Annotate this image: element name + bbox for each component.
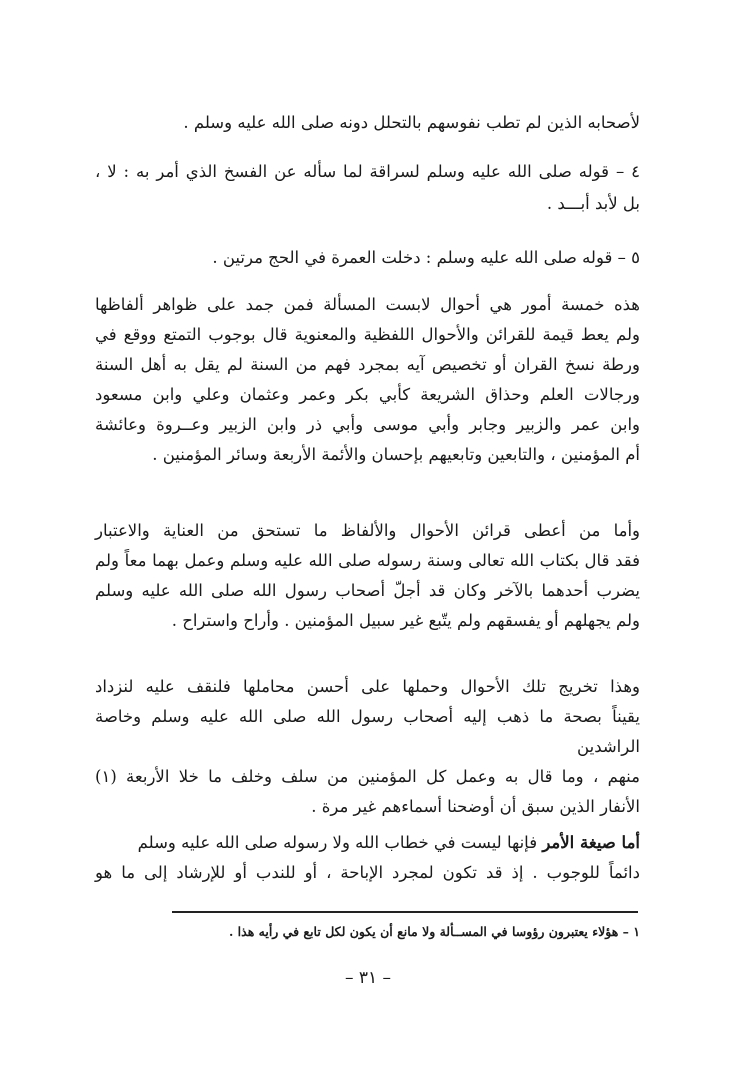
text-line: ٥ – قوله صلى الله عليه وسلم : دخلت العمرة في الحج مرتين . (212, 248, 640, 267)
text-line (95, 828, 640, 858)
text-line: يضرب أحدهما بالآخر وكان قد أجلّ أصحاب رسول الله صلى الله عليه وسلم (95, 581, 640, 600)
text-line: ورطة نسخ القران أو تخصيص آيه بمجرد فهم من السنة لم يقل به أهل السنة (95, 355, 640, 374)
text-line: فقد قال بكتاب الله تعالى وسنة رسوله صلى الله عليه وسلم وعمل بهما معاً ولم (95, 551, 640, 570)
text-line: الأنفار الذين سبق أن أوضحنا أسماءهم غير مرة . (311, 797, 640, 816)
text-line: منهم ، وما قال به وعمل كل المؤمنين من سلف وخلف ما خلا الأربعة (١) (95, 767, 640, 786)
text-line: هذه خمسة أمور هي أحوال لابست المسألة فمن جمد على ظواهر ألفاظها (95, 295, 640, 314)
page-number: – ٣١ – (344, 968, 392, 988)
footnote-divider (172, 911, 638, 913)
footnote: ١ – هؤلاء يعتبرون رؤوسا في المســألة ولا مانع أن يكون لكل تابع في رأيه هذا . (228, 924, 640, 939)
paragraph-second (95, 516, 640, 636)
text-segment: فإنها ليست في خطاب الله ولا رسوله صلى الله عليه وسلم (137, 833, 543, 852)
paragraph-item-5 (95, 243, 640, 273)
text-line: ولم يعط قيمة للقرائن والأحوال اللفظية والمعنوية قال بوجوب التمتع ووقع في (95, 325, 640, 344)
paragraph-item-4 (95, 157, 640, 219)
text-line: ورجالات العلم وحذاق الشريعة كأبي بكر وعمر وعثمان وعلي وابن مسعود (95, 385, 640, 404)
paragraph-third (95, 672, 640, 822)
text-line: يقيناً بصحة ما ذهب إليه أصحاب رسول الله صلى الله عليه وسلم وخاصة الراشدين (95, 707, 640, 756)
paragraph-main (95, 290, 640, 470)
text-line: وابن عمر والزبير وجابر وأبي موسى وأبي ذر وابن الزبير وعــروة وعائشة (95, 415, 640, 434)
paragraph-1 (95, 108, 640, 138)
text-line: ولم يجهلهم أو يفسقهم ولم يتّبع غير سبيل المؤمنين . وأراح واستراح . (171, 611, 640, 630)
text-line: ٤ – قوله صلى الله عليه وسلم لسراقة لما سأله عن الفسخ الذي أمر به : لا ، (95, 162, 640, 181)
text-line: بل لأبد أبـــد . (546, 194, 640, 213)
paragraph-command-form (95, 828, 640, 888)
text-line: وهذا تخريج تلك الأحوال وحملها على أحسن محاملها فلنقف عليه لنزداد (95, 677, 640, 696)
bold-heading: أما صيغة الأمر (542, 833, 640, 852)
text-line: لأصحابه الذين لم تطب نفوسهم بالتحلل دونه صلى الله عليه وسلم . (183, 113, 640, 132)
text-line: دائماً للوجوب . إذ قد تكون لمجرد الإباحة ، أو للندب أو للإرشاد إلى ما هو (95, 863, 640, 882)
text-line: وأما من أعطى قرائن الأحوال والألفاظ ما تستحق من العناية والاعتبار (95, 521, 640, 540)
text-line: أم المؤمنين ، والتابعين وتابعيهم بإحسان والأئمة الأربعة وسائر المؤمنين . (152, 445, 640, 464)
